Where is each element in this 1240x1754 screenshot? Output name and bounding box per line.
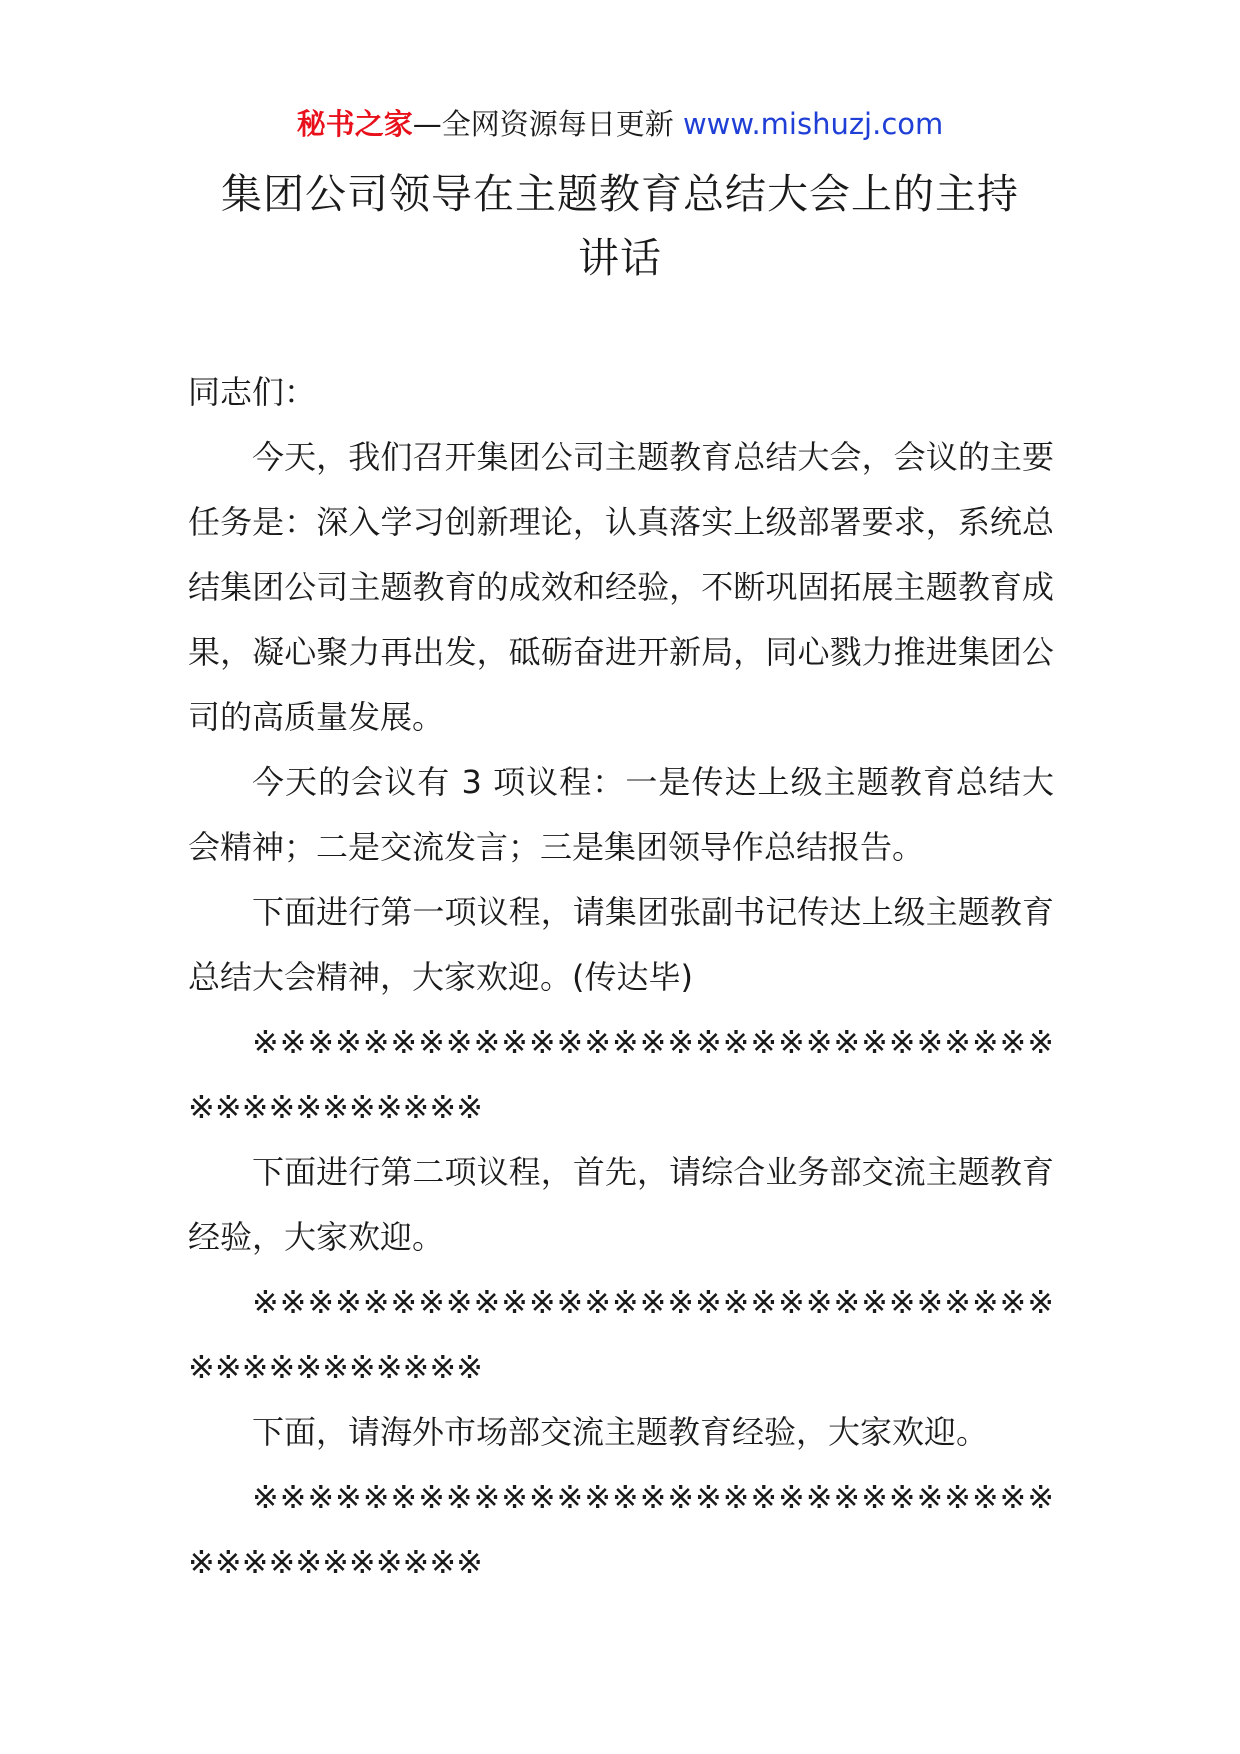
title-line-1: 集团公司领导在主题教育总结大会上的主持 <box>221 170 1019 218</box>
site-header <box>0 104 1240 144</box>
paragraph-item-one: 下面进行第一项议程，请集团张副书记传达上级主题教育总结大会精神，大家欢迎。(传达毕) <box>188 893 1054 996</box>
brand-name: 秘书之家 <box>296 107 413 141</box>
document-title <box>180 162 1060 290</box>
separator-stars: ※※※※※※※※※※※※※※※※※※※※※※※※※※※※※※※※※※※※※※※※ <box>188 1283 1054 1386</box>
separator-stars: ※※※※※※※※※※※※※※※※※※※※※※※※※※※※※※※※※※※※※※※※ <box>188 1023 1054 1126</box>
separator-stars: ※※※※※※※※※※※※※※※※※※※※※※※※※※※※※※※※※※※※※※※※ <box>188 1478 1054 1581</box>
paragraph-agenda: 今天的会议有 3 项议程：一是传达上级主题教育总结大会精神；二是交流发言；三是集团领导作总结报告。 <box>188 763 1054 866</box>
paragraph-overseas: 下面，请海外市场部交流主题教育经验，大家欢迎。 <box>252 1413 989 1451</box>
header-slogan: —全网资源每日更新 <box>412 107 683 141</box>
paragraph-opening: 今天，我们召开集团公司主题教育总结大会，会议的主要任务是：深入学习创新理论，认真落实上级部署要求，系统总结集团公司主题教育的成效和经验，不断巩固拓展主题教育成果，凝心聚力再出发，砥砺奋进开新局，同心戮力推进集团公司的高质量发展。 <box>188 438 1054 736</box>
document-body <box>188 360 1054 1595</box>
site-url-link[interactable]: www.mishuzj.com <box>682 107 944 141</box>
title-line-2: 讲话 <box>578 234 662 282</box>
paragraph-item-two: 下面进行第二项议程，首先，请综合业务部交流主题教育经验，大家欢迎。 <box>188 1153 1054 1256</box>
salutation: 同志们： <box>188 373 317 411</box>
